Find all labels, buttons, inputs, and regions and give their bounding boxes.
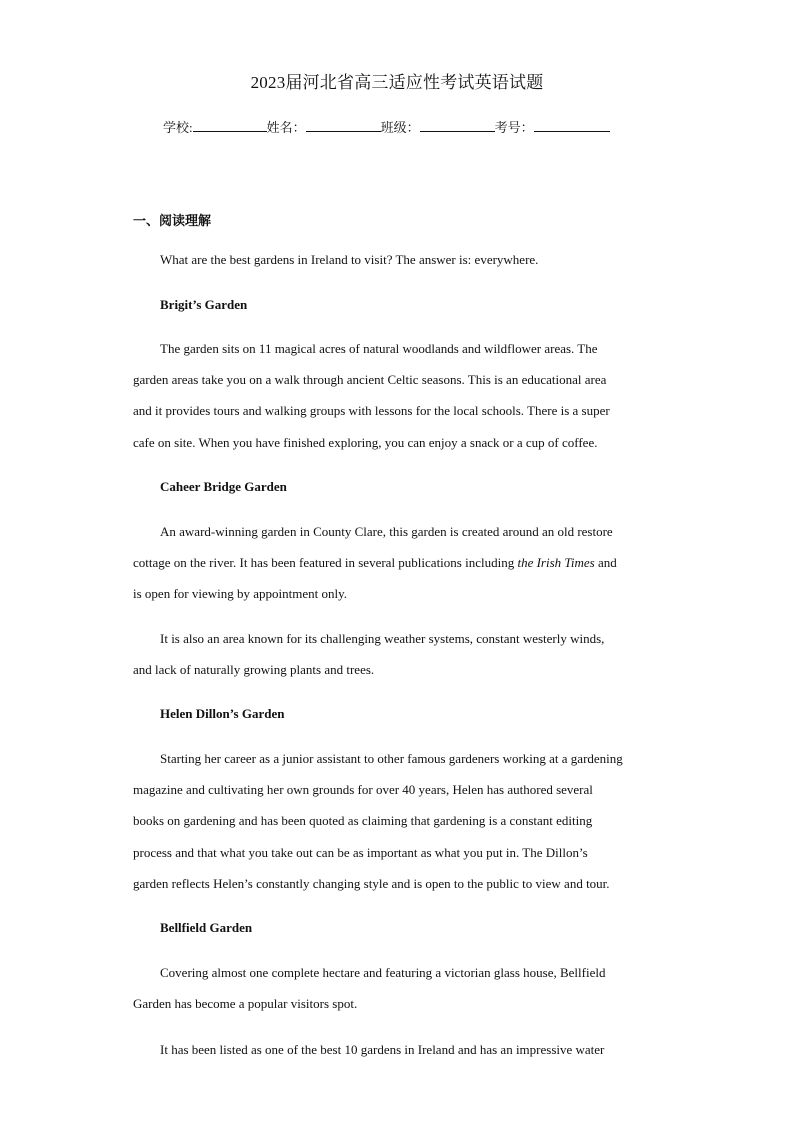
garden-heading: Caheer Bridge Garden xyxy=(160,479,287,494)
paragraph-line: process and that what you take out can be as important as what you put in. The Dillon’s xyxy=(133,845,588,860)
paragraph-line: and lack of naturally growing plants and trees. xyxy=(133,662,375,677)
name-label: 姓名： xyxy=(266,120,306,135)
text-segment: cottage on the river. It has been featured in several publications including xyxy=(133,555,518,570)
paragraph-line: Covering almost one complete hectare and featuring a victorian glass house, Bellfield xyxy=(160,965,606,980)
paragraph-line: magazine and cultivating her own grounds for over 40 years, Helen has authored several xyxy=(133,782,593,797)
school-blank xyxy=(193,119,267,132)
paragraph-line: Garden has become a popular visitors spot. xyxy=(133,996,358,1011)
text-segment: and xyxy=(594,555,617,570)
exam-number-label: 考号： xyxy=(494,120,534,135)
paragraph-line: Starting her career as a junior assistant to other famous gardeners working at a gardening xyxy=(160,751,623,766)
exam-number-blank xyxy=(534,119,610,132)
paragraph-line: garden reflects Helen’s constantly changing style and is open to the public to view and tour. xyxy=(133,876,610,891)
class-label: 班级： xyxy=(380,120,420,135)
school-label: 学校: xyxy=(163,120,193,135)
publication-title: the Irish Times xyxy=(517,555,595,570)
paragraph-line: cafe on site. When you have finished exploring, you can enjoy a snack or a cup of coffee. xyxy=(133,435,598,450)
garden-heading: Helen Dillon’s Garden xyxy=(160,706,285,721)
section-heading: 一、阅读理解 xyxy=(133,214,212,229)
paragraph-line: It is also an area known for its challenging weather systems, constant westerly winds, xyxy=(160,631,605,646)
name-blank xyxy=(306,119,381,132)
paragraph-line: It has been listed as one of the best 10 gardens in Ireland and has an impressive water xyxy=(160,1042,605,1057)
paragraph-line: garden areas take you on a walk through ancient Celtic seasons. This is an educational area xyxy=(133,372,607,387)
paragraph-line: is open for viewing by appointment only. xyxy=(133,586,347,601)
garden-heading: Brigit’s Garden xyxy=(160,297,248,312)
page-title: 2023届河北省高三适应性考试英语试题 xyxy=(250,73,544,92)
intro-paragraph: What are the best gardens in Ireland to visit? The answer is: everywhere. xyxy=(160,252,539,267)
paragraph-line: The garden sits on 11 magical acres of natural woodlands and wildflower areas. The xyxy=(160,341,598,356)
paragraph-line: books on gardening and has been quoted as claiming that gardening is a constant editing xyxy=(133,813,593,828)
class-blank xyxy=(420,119,495,132)
paragraph-line: An award-winning garden in County Clare, this garden is created around an old restore xyxy=(160,524,613,539)
paragraph-line: and it provides tours and walking groups with lessons for the local schools. There is a super xyxy=(133,403,610,418)
garden-heading: Bellfield Garden xyxy=(160,920,253,935)
student-info-line xyxy=(163,117,610,136)
paragraph-line xyxy=(133,555,617,571)
